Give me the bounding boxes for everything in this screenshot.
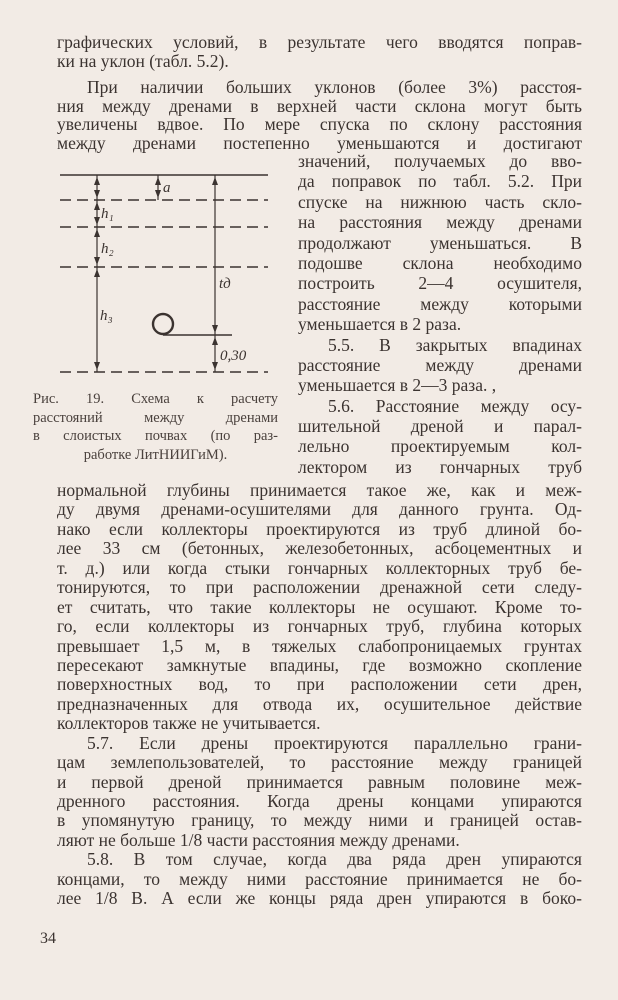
text-line: лее 1/8 В. А если же концы ряда дрен упираются в боко- [57, 888, 582, 909]
text-line: 5.6. Расстояние между осу- [328, 395, 582, 416]
figure-19-diagram [0, 0, 618, 400]
text-line: нормальной глубины принимается такое же, как и меж- [57, 480, 582, 500]
text-line: предназначенных для отвода их, осушительное действие [57, 693, 582, 714]
text-line: увеличены вдвое. По мере спуска по склону расстояния [57, 114, 582, 135]
label-td: tд [219, 276, 231, 292]
label-a: a [163, 180, 171, 196]
text-line: ду двумя дренами-осушителями для данного грунта. Од- [57, 499, 582, 520]
text-line: на расстояния между дренами [298, 212, 582, 233]
text-line: При наличии больших уклонов (более 3%) расстоя- [87, 77, 582, 98]
text-line: ляют не больше 1/8 части расстояния между дренами. [57, 829, 460, 850]
text-line: т. д.) или когда стыки гончарных коллекторных труб бе- [57, 557, 582, 578]
text-line: построить 2—4 осушителя, [298, 273, 582, 294]
text-line: уменьшается в 2 раза. [298, 314, 462, 335]
caption-line: расстояний между дренами [33, 409, 278, 426]
text-line: го, если коллекторы из гончарных труб, глубина которых [57, 616, 582, 637]
text-line: значений, получаемых до вво- [298, 151, 582, 171]
text-line: в упомянутую границу, то между ними и границей остав- [57, 810, 582, 831]
label-depth: 0,30 [220, 348, 247, 364]
text-line: и первой дреной принимается равным половине меж- [57, 771, 582, 792]
text-line: подошве склона необходимо [298, 252, 582, 273]
text-line: цам землепользователей, то расстояние между границей [57, 752, 582, 773]
text-block-bottom [57, 481, 582, 909]
text-line: лектором из гончарных труб [298, 456, 582, 477]
text-line: ет считать, что такие коллекторы не осушают. Кроме то- [57, 596, 582, 617]
text-line: 5.7. Если дрены проектируются параллельно грани- [87, 732, 582, 753]
text-line: расстояние между дренами [298, 354, 582, 375]
text-line: превышает 1,5 м, в тяжелых слабопроницаемых грунтах [57, 635, 582, 656]
figure-caption [33, 390, 278, 464]
text-line: дренного расстояния. Когда дрены концами упираются [57, 791, 582, 811]
text-line: поверхностных вод, то при расположении сети дрен, [57, 674, 582, 695]
text-line: коллекторов также не учитывается. [57, 713, 321, 734]
text-line: нако если коллекторы проектируются из труб длиной бо- [57, 518, 582, 539]
text-line: лельно проектируемым кол- [298, 436, 582, 457]
text-line: лее 33 см (бетонных, железобетонных, асбоцементных и [57, 538, 582, 559]
text-line: шительной дреной и парал- [298, 416, 582, 437]
text-line: графических условий, в результате чего вводятся поправ- [57, 32, 582, 52]
label-h1: h₁ [101, 206, 114, 222]
caption-line: в слоистых почвах (по раз- [33, 428, 278, 444]
caption-line: Рис. 19. Схема к расчету [33, 391, 278, 407]
text-line: продолжают уменьшаться. В [298, 232, 582, 253]
text-line: пересекают замкнутые впадины, где возможно скопление [57, 654, 582, 675]
text-line: 5.8. В том случае, когда два ряда дрен упираются [87, 849, 582, 870]
text-line: тонируются, то при расположении дренажной сети следу- [57, 577, 582, 598]
text-line: ки на уклон (табл. 5.2). [57, 50, 229, 71]
text-line: да поправок по табл. 5.2. При [298, 171, 582, 192]
text-line: спуске на нижнюю часть скло- [298, 191, 582, 212]
text-line: расстояние между которыми [298, 293, 582, 314]
drain-pipe [153, 314, 173, 334]
label-h2: h₂ [101, 241, 114, 257]
text-line: 5.5. В закрытых впадинах [328, 334, 582, 355]
text-line: ния между дренами в верхней части склона могут быть [57, 95, 582, 116]
page-number: 34 [40, 930, 56, 947]
text-line: между дренами постепенно уменьшаются и достигают [57, 132, 582, 153]
caption-line: работке ЛитНИИГиМ). [83, 446, 228, 463]
text-line: концами, то между ними расстояние принимается не бо- [57, 868, 582, 889]
text-line: уменьшается в 2—3 раза. , [298, 375, 497, 396]
label-h3: h₃ [100, 308, 113, 324]
